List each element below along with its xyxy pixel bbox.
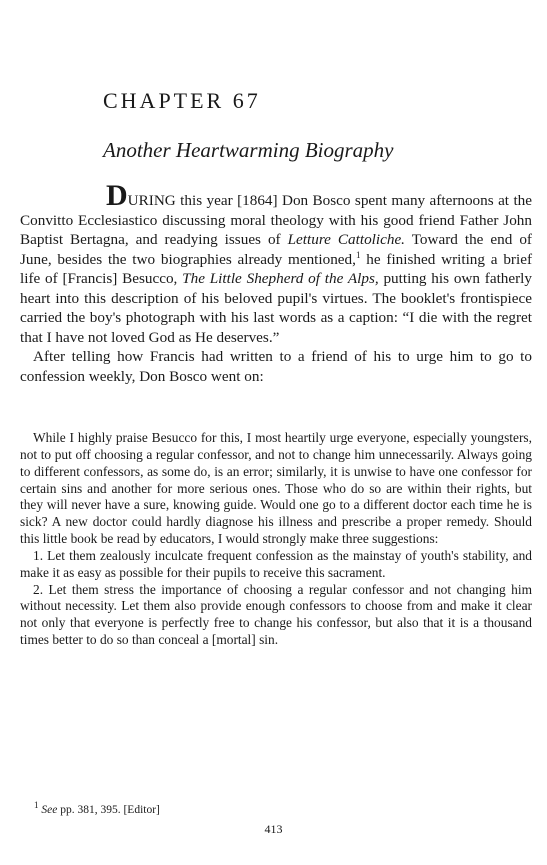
paragraph-1-text-b: Toward the end of June, besides the two biographies already mentioned, [20,231,532,268]
paragraph-1-text-c: he finished writing a brief life of [Francis] Besucco, [20,250,533,287]
footnote [34,800,160,816]
footnote-see: See [41,804,58,816]
quote-paragraph-2: 1. Let them zealously inculcate frequent confession as the mainstay of youth's stability, and make it as easy as possible for their pupils to receive this sacrament. [20,547,532,580]
publication-title: Letture Cattoliche. [287,231,405,248]
body-text [20,179,533,386]
page-number: 413 [264,822,283,836]
paragraph-1-text-d: putting his own fatherly heart into this description of his beloved pupil's virtues. The booklet's frontispiece carried the boy's photograph with his last words as a caption: “I die with the regret that I have not loved God as He deserves.” [20,270,532,346]
footnote-text: pp. 381, 395. [Editor] [57,804,160,816]
book-title: The Little Shepherd of the Alps, [182,270,379,287]
block-quote [20,430,532,649]
paragraph-1-text-a: URING this year [1864] Don Bosco spent many afternoons at the Convitto Ecclesiastico discussing moral theology with his good friend Father John Baptist Bertagna, and readying issues of [20,192,532,248]
chapter-title: Another Heartwarming Biography [103,138,394,162]
footnote-reference: 1 [355,249,361,260]
quote-paragraph-1: While I highly praise Besucco for this, I most heartily urge everyone, especially youngsters, not to put off choosing a regular confessor, and not to change him unnecessarily. Always going to different confessors, as some do, is an error; similarly, it is unwise to have one confessor for certain sins and another for more serious ones. Those who do so are within their rights, but they will never have a sure, knowing guide. Would one go to a different doctor each time he is sick? A new doctor could hardly diagnose his illness and prescribe a proper remedy. Should this little book be read by educators, I would strongly make three suggestions: [20,430,532,547]
footnote-marker: 1 [34,800,39,811]
paragraph-2: After telling how Francis had written to a friend of his to urge him to go to confession weekly, Don Bosco went on: [20,348,532,385]
chapter-number: CHAPTER 67 [103,88,261,113]
paragraph-1 [20,179,533,347]
drop-cap: D [106,179,128,212]
quote-paragraph-3: 2. Let them stress the importance of choosing a regular confessor and not changing him without necessity. Let them also provide enough confessors to choose from and make it clear not only that everyone is perfectly free to change his confessor, but also that it is a thousand times better to do so than conceal a [mortal] sin. [20,581,532,648]
